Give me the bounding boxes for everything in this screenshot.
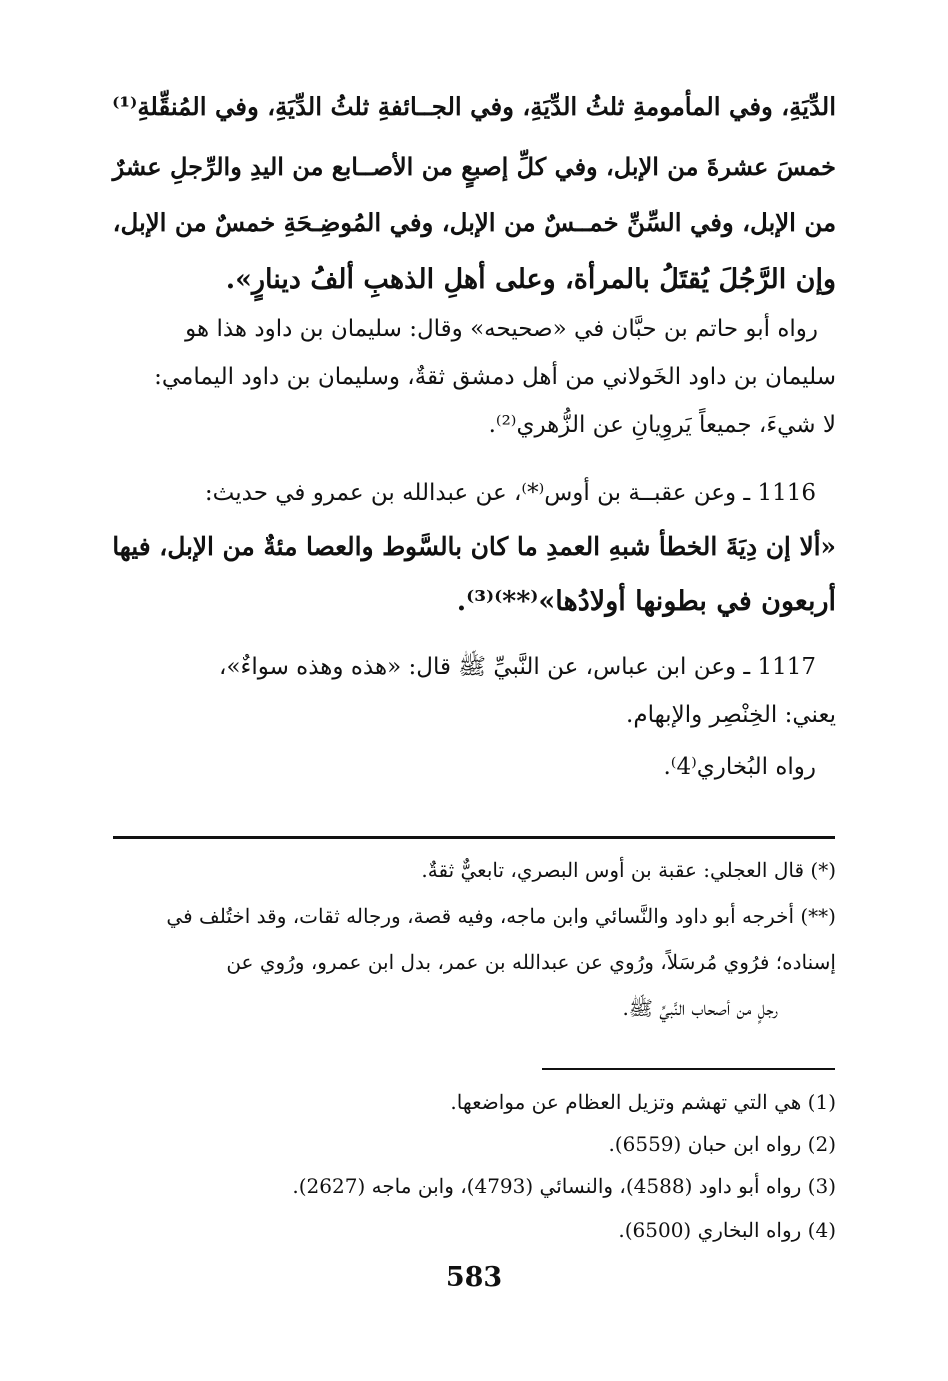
footnote: (4) رواه البخاري (6500). [618,1218,836,1242]
commentary-line: رواه أبو حاتم بن حبَّان في «صحيحه» وقال: سليمان بن داود هذا هو [185,316,818,342]
editor-note: (**) أخرجه أبو داود والنَّسائي وابن ماجه، وفيه قصة، ورجاله ثقات، وقد اختُلف في [166,904,836,928]
hadith-1116-text: أربعون في بطونها أولادُها»⁽**⁾⁽³⁾. [456,586,836,617]
hadith-1117-line: 1117 ـ وعن ابن عباس، عن النَّبيِّ ﷺ قال: «هذه وهذه سواءٌ»، [219,654,816,680]
footnote: (3) رواه أبو داود (4588)، والنسائي (4793)، وابن ماجه (2627). [292,1174,836,1198]
commentary-line: لا شيءَ، جميعاً يَروِيانِ عن الزُّهري⁽²⁾. [488,412,836,438]
hadith-text-line: من الإبل، وفي السِّنِّ خمــسٌ من الإبل، وفي المُوضِـحَةِ خمسٌ من الإبل، [112,208,836,237]
footnote: (1) هي التي تهشم وتزيل العظام عن مواضعها. [450,1090,836,1114]
footnote: (2) رواه ابن حبان (6559). [608,1132,836,1156]
editor-notes-separator [113,836,835,839]
hadith-1117-line: يعني: الخِنْصِر والإبهام. [626,702,836,728]
commentary-line: سليمان بن داود الخَولاني من أهل دمشق ثقةٌ، وسليمان بن داود اليمامي: [154,364,836,390]
editor-note: إسناده؛ فرُوي مُرسَلاً، ورُوي عن عبدالله بن عمر، بدل ابن عمرو، ورُوي عن [226,950,836,974]
hadith-1116-text: «ألا إن دِيَةَ الخطأ شبهِ العمدِ ما كان بالسَّوط والعصا مئةٌ من الإبل، فيها [112,532,836,561]
hadith-1117-source: رواه البُخاري⁽4⁾. [663,754,816,780]
hadith-1116-intro: 1116 ـ وعن عقبــة بن أوس⁽*⁾، عن عبدالله بن عمرو في حديث: [204,480,816,506]
editor-note: (*) قال العجلي: عقبة بن أوس البصري، تابعيٌّ ثقةٌ. [421,858,836,882]
page-number: 583 [445,1262,503,1293]
hadith-text-line: خمسَ عشرةَ من الإبل، وفي كلِّ إصبعٍ من الأصــابع من اليدِ والرِّجلِ عشرٌ [112,152,836,181]
footnotes-separator [542,1068,835,1070]
hadith-text-line: الدِّيَةِ، وفي المأمومةِ ثلثُ الدِّيَةِ، وفي الجــائفةِ ثلثُ الدِّيَةِ، وفي المُنقِّلةِ⁽¹⁾ [112,92,836,121]
hadith-text-line: وإن الرَّجُلَ يُقتَلُ بالمرأة، وعلى أهلِ الذهبِ ألفُ دينارٍ». [225,264,836,295]
editor-note: رجلٍ من أصحاب النَّبيِّ ﷺ. [622,996,778,1020]
